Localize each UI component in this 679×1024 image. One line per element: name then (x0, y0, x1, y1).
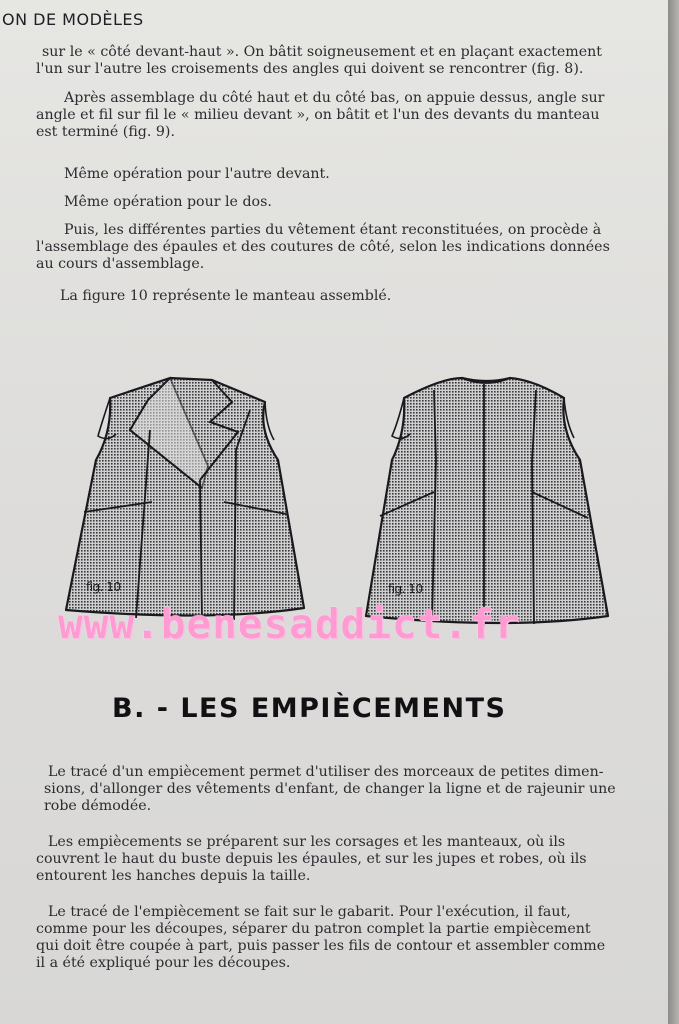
paragraph (36, 44, 640, 78)
paragraph (36, 834, 656, 885)
text-line: Puis, les différentes parties du vêtement étant reconstituées, on procède à (64, 222, 602, 238)
text-line: l'un sur l'autre les croisements des angles qui doivent se rencontrer (fig. 8). (36, 61, 584, 77)
paragraph (36, 764, 656, 815)
paragraph (36, 904, 656, 972)
text-line: Après assemblage du côté haut et du côté bas, on appuie dessus, angle sur (64, 90, 605, 106)
text-line: sur le « côté devant-haut ». On bâtit soigneusement et en plaçant exactement (42, 44, 602, 60)
paragraph (36, 166, 640, 183)
paragraph (36, 222, 640, 273)
text-line: qui doit être coupée à part, puis passer les fils de contour et assembler comme (36, 938, 606, 954)
text-line: Même opération pour l'autre devant. (64, 166, 330, 182)
page-edge (668, 0, 679, 1024)
text-line: est terminé (fig. 9). (36, 124, 175, 140)
text-line: comme pour les découpes, séparer du patron complet la partie empiècement (36, 921, 591, 937)
section-title: B. - LES EMPIÈCEMENTS (112, 693, 507, 724)
paragraph (36, 288, 640, 305)
coat-back-figure (362, 370, 612, 632)
coat-front-figure (60, 370, 310, 632)
text-line: l'assemblage des épaules et des coutures de côté, selon les indications données (36, 239, 610, 255)
watermark-url: www.benesaddict.fr (58, 600, 521, 648)
text-line: robe démodée. (44, 798, 152, 814)
text-line: sions, d'allonger des vêtements d'enfant, de changer la ligne et de rajeunir une (44, 781, 616, 797)
figure-label: fig. 10 (86, 580, 121, 594)
text-line: Le tracé d'un empiècement permet d'utiliser des morceaux de petites dimen- (48, 764, 604, 780)
text-line: Le tracé de l'empiècement se fait sur le gabarit. Pour l'exécution, il faut, (48, 904, 571, 920)
text-line: couvrent le haut du buste depuis les épaules, et sur les jupes et robes, où ils (36, 851, 587, 867)
text-line: angle et fil sur fil le « milieu devant », on bâtit et l'un des devants du manteau (36, 107, 600, 123)
text-line: entourent les hanches depuis la taille. (36, 868, 311, 884)
paragraph (36, 194, 640, 211)
paragraph (36, 90, 640, 141)
text-line: Les empiècements se préparent sur les corsages et les manteaux, où ils (48, 834, 566, 850)
text-line: il a été expliqué pour les découpes. (36, 955, 291, 971)
text-line: au cours d'assemblage. (36, 256, 205, 272)
figure-label: fig. 10 (388, 582, 423, 596)
text-line: La figure 10 représente le manteau assemblé. (60, 288, 392, 304)
text-line: Même opération pour le dos. (64, 194, 272, 210)
running-head: ON DE MODÈLES (2, 10, 144, 29)
